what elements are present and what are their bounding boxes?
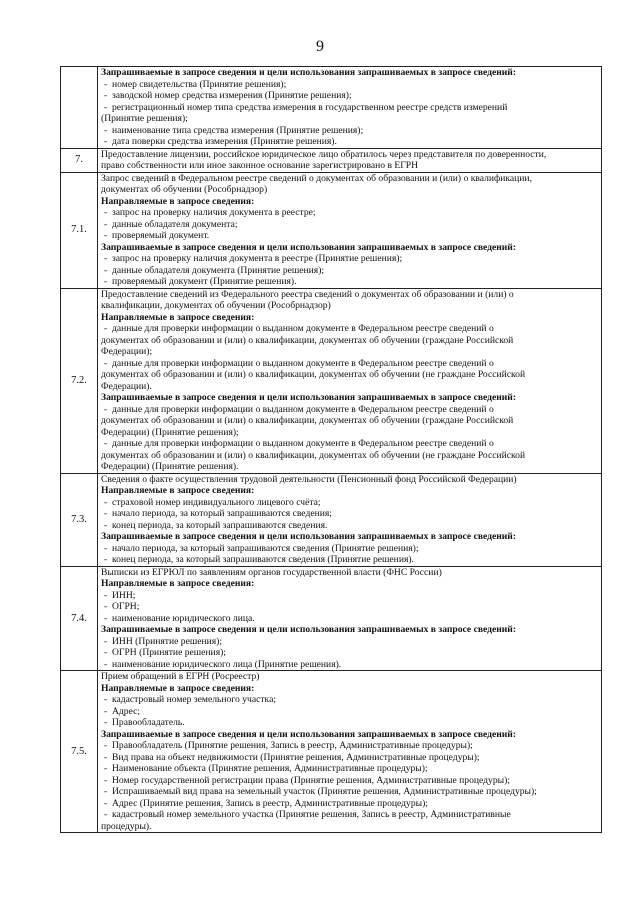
list-item-continuation: Федерации); xyxy=(101,346,153,357)
list-item: - номер свидетельства (Принятие решения); xyxy=(101,79,598,91)
row-number: 7.4. xyxy=(61,566,98,671)
list-item-continuation: (Принятие решения); xyxy=(101,113,188,124)
text-line: Сведения о факте осуществления трудовой деятельности (Пенсионный фонд Российской Федерации) xyxy=(101,473,517,485)
table-row xyxy=(61,172,602,288)
text-line: Прием обращений в ЕГРН (Росреестр) xyxy=(101,671,260,682)
section-heading: Направляемые в запросе сведения: xyxy=(101,682,255,694)
table-row xyxy=(61,566,602,671)
list-item: - Правообладатель (Принятие решения, Запись в реестр, Административные процедуры); xyxy=(101,740,598,752)
list-item: - данные для проверки информации о выданном документе в Федеральном реестре сведений о xyxy=(101,358,598,370)
row-number xyxy=(61,67,98,149)
text-line: квалификации, документах об обучении (Рособрнадзор) xyxy=(101,300,331,311)
row-number: 7.1. xyxy=(61,172,98,288)
list-item: - запрос на проверку наличия документа в реестре; xyxy=(101,207,598,219)
list-item: - конец периода, за который запрашиваются сведения (Принятие решения). xyxy=(101,554,598,566)
table-row xyxy=(61,148,602,172)
list-item: - наименование юридического лица (Принятие решения). xyxy=(101,659,598,671)
text-line: Предоставление лицензии, российское юридическое лицо обратилось через представителя по доверенности, xyxy=(101,148,547,160)
list-item: - Адрес (Принятие решения, Запись в реестр, Административные процедуры); xyxy=(101,798,598,810)
list-item: - данные для проверки информации о выданном документе в Федеральном реестре сведений о xyxy=(101,438,598,450)
list-item-continuation: документах об образовании и (или) о квалификации, документах об обучении (не граждане Российской xyxy=(101,369,526,380)
table-row xyxy=(61,671,602,833)
text-line: Предоставление сведений из Федерального реестра сведений о документах об образовании и (или) о xyxy=(101,288,514,300)
list-item: - ИНН (Принятие решения); xyxy=(101,636,598,648)
list-item: - Номер государственной регистрации права (Принятие решения, Административные процедуры); xyxy=(101,775,598,787)
row-number: 7.2. xyxy=(61,288,98,473)
page-number: 9 xyxy=(316,38,324,55)
row-number: 7. xyxy=(61,148,98,172)
list-item: - проверяемый документ. xyxy=(101,230,598,242)
section-heading: Запрашиваемые в запросе сведения и цели использования запрашиваемых в запросе сведений: xyxy=(101,241,517,253)
text-line: документах об обучении (Рособрнадзор) xyxy=(101,184,268,195)
section-heading: Направляемые в запросе сведения: xyxy=(101,485,255,496)
table-row xyxy=(61,67,602,149)
list-item: - наименование типа средства измерения (Принятие решения); xyxy=(101,125,598,137)
list-item-continuation: документах об образовании и (или) о квалификации, документах об обучении (граждане Российской xyxy=(101,334,514,346)
list-item: - конец периода, за который запрашиваются сведения. xyxy=(101,520,598,532)
list-item: - заводской номер средства измерения (Принятие решения); xyxy=(101,90,598,102)
row-content xyxy=(98,148,602,172)
list-item: - ОГРН; xyxy=(101,601,598,613)
text-line: Выписки из ЕГРЮЛ по заявлениям органов государственной власти (ФНС России) xyxy=(101,566,442,578)
list-item: - страховой номер индивидуального лицевого счёта; xyxy=(101,497,598,509)
list-item: - ОГРН (Принятие решения); xyxy=(101,647,598,659)
list-item: - кадастровый номер земельного участка (Принятие решения, Запись в реестр, Административные xyxy=(101,809,598,821)
row-content xyxy=(98,473,602,566)
row-content xyxy=(98,67,602,149)
row-number: 7.5. xyxy=(61,671,98,833)
list-item-continuation: процедуры). xyxy=(101,820,152,832)
list-item-continuation: Федерации) (Принятие решения); xyxy=(101,426,239,438)
list-item: - регистрационный номер типа средства измерения в государственном реестре средств измерений xyxy=(101,102,598,114)
requirements-table xyxy=(60,66,602,833)
list-item: - начало периода, за который запрашиваются сведения (Принятие решения); xyxy=(101,543,598,555)
row-content xyxy=(98,172,602,288)
list-item: - Адрес; xyxy=(101,706,598,718)
section-heading: Запрашиваемые в запросе сведения и цели использования запрашиваемых в запросе сведений: xyxy=(101,531,517,542)
list-item: - данные обладателя документа; xyxy=(101,219,598,231)
section-heading: Направляемые в запросе сведения: xyxy=(101,195,255,207)
section-heading: Направляемые в запросе сведения: xyxy=(101,311,255,323)
list-item: - Наименование объекта (Принятие решения, Административные процедуры); xyxy=(101,763,598,775)
list-item: - запрос на проверку наличия документа в реестре (Принятие решения); xyxy=(101,253,598,265)
section-heading: Запрашиваемые в запросе сведения и цели использования запрашиваемых в запросе сведений: xyxy=(101,392,517,403)
list-item-continuation: Федерации) (Принятие решения). xyxy=(101,461,239,472)
list-item: - Испрашиваемый вид права на земельный участок (Принятие решения, Административные процедуры); xyxy=(101,786,598,798)
section-heading: Запрашиваемые в запросе сведения и цели использования запрашиваемых в запросе сведений: xyxy=(101,67,517,78)
row-content xyxy=(98,671,602,833)
list-item: - Правообладатель. xyxy=(101,717,598,729)
section-heading: Направляемые в запросе сведения: xyxy=(101,578,255,589)
text-line: Запрос сведений в Федеральном реестре сведений о документах об образовании и (или) о квалификации, xyxy=(101,172,532,184)
list-item: - данные обладателя документа (Принятие решения); xyxy=(101,265,598,277)
row-content xyxy=(98,566,602,671)
list-item: - данные для проверки информации о выданном документе в Федеральном реестре сведений о xyxy=(101,404,598,416)
list-item: - кадастровый номер земельного участка; xyxy=(101,694,598,706)
section-heading: Запрашиваемые в запросе сведения и цели использования запрашиваемых в запросе сведений: xyxy=(101,624,517,635)
list-item: - наименование юридического лица. xyxy=(101,613,598,625)
row-number: 7.3. xyxy=(61,473,98,566)
list-item: - начало периода, за который запрашиваются сведения; xyxy=(101,508,598,520)
list-item-continuation: Федерации). xyxy=(101,380,152,392)
table-row xyxy=(61,288,602,473)
list-item: - данные для проверки информации о выданном документе в Федеральном реестре сведений о xyxy=(101,323,598,335)
list-item-continuation: документах об образовании и (или) о квалификации, документах об обучении (не граждане Российской xyxy=(101,449,526,461)
list-item: - Вид права на объект недвижимости (Принятие решения, Административные процедуры); xyxy=(101,752,598,764)
list-item: - ИНН; xyxy=(101,590,598,602)
list-item-continuation: документах об образовании и (или) о квалификации, документах об обучении (граждане Российской xyxy=(101,415,514,426)
section-heading: Запрашиваемые в запросе сведения и цели использования запрашиваемых в запросе сведений: xyxy=(101,728,517,740)
table-row xyxy=(61,473,602,566)
list-item: - дата поверки средства измерения (Принятие решения). xyxy=(101,136,598,148)
row-content xyxy=(98,288,602,473)
list-item: - проверяемый документ (Принятие решения). xyxy=(101,276,598,288)
text-line: право собственности или иное законное основание зарегистрировано в ЕГРН xyxy=(101,160,419,171)
